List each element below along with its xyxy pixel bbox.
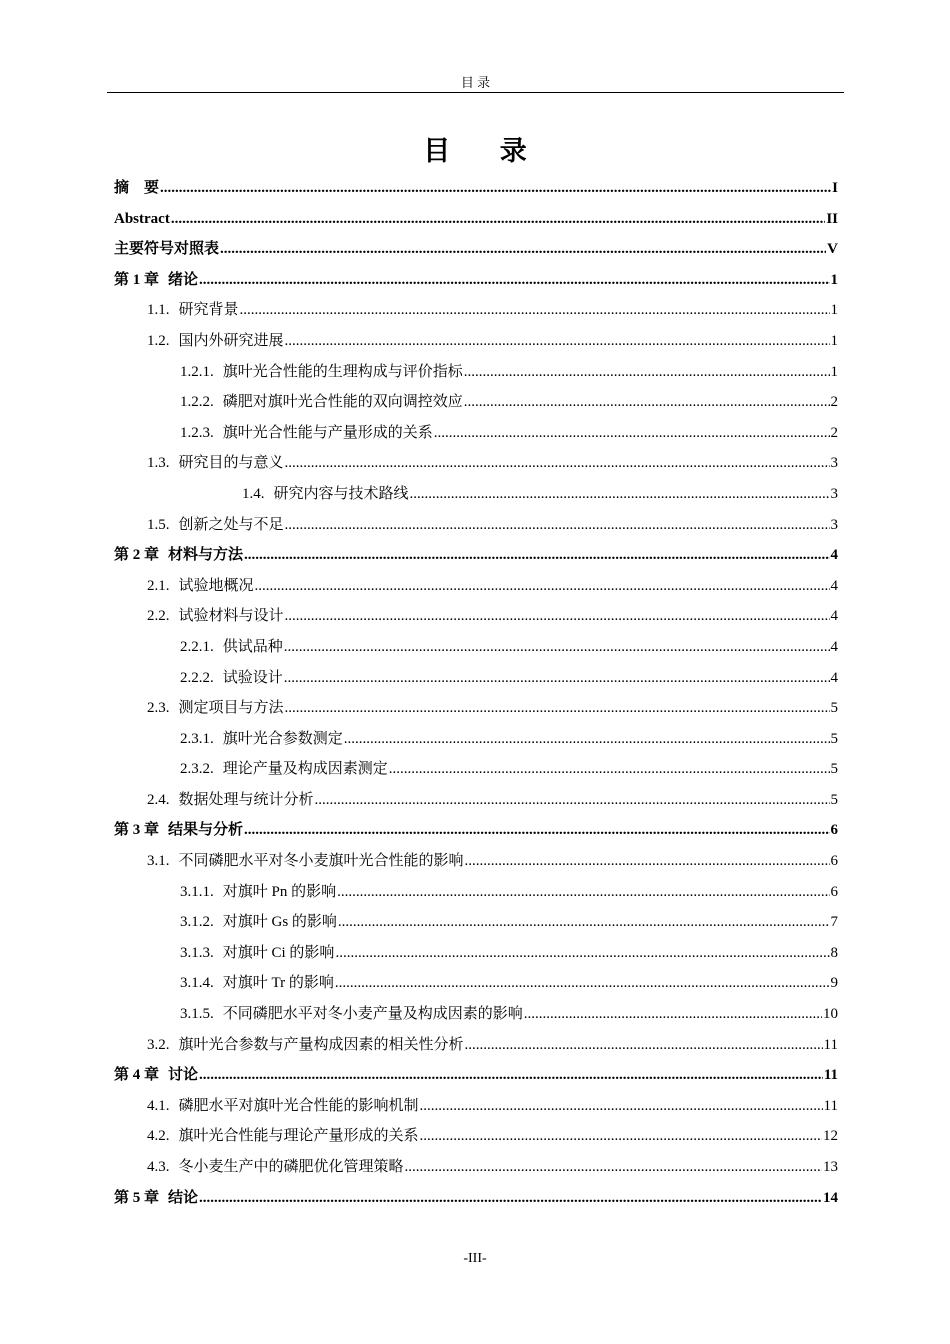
toc-entry-page: 6 bbox=[830, 883, 838, 900]
toc-entry-page: 6 bbox=[830, 822, 838, 839]
dot-leader bbox=[220, 234, 826, 265]
toc-entry[interactable] bbox=[114, 234, 838, 265]
toc-entry-label: 试验地概况 bbox=[178, 577, 254, 594]
toc-entry-number: 4.3. bbox=[147, 1159, 170, 1175]
toc-entry-number: 2.4. bbox=[147, 791, 170, 808]
toc-entry-label: 测定项目与方法 bbox=[178, 700, 284, 717]
toc-entry-page: 8 bbox=[830, 944, 838, 961]
dot-leader bbox=[405, 1152, 822, 1183]
toc-entry-page: 9 bbox=[830, 975, 838, 992]
toc-entry-label: 绪论 bbox=[168, 271, 199, 288]
toc-entry-label: 供试品种 bbox=[222, 638, 283, 655]
header-rule bbox=[107, 92, 844, 93]
toc-entry[interactable] bbox=[114, 1121, 838, 1152]
toc-entry[interactable] bbox=[114, 846, 838, 877]
toc-entry-page: 1 bbox=[830, 302, 838, 319]
toc-entry[interactable] bbox=[114, 663, 838, 694]
toc-entry-label: 试验材料与设计 bbox=[178, 608, 284, 625]
dot-leader bbox=[465, 846, 830, 877]
toc-entry-number: 第 5 章 bbox=[114, 1189, 160, 1206]
toc-entry-number: 2.3.2. bbox=[180, 761, 214, 778]
toc-entry[interactable] bbox=[114, 1152, 838, 1183]
toc-entry[interactable] bbox=[114, 418, 838, 449]
toc-entry-number: 3.1.1. bbox=[180, 883, 214, 900]
toc-entry-page: 11 bbox=[823, 1067, 838, 1084]
toc-entry-label: 旗叶光合性能与产量形成的关系 bbox=[222, 424, 433, 441]
toc-entry[interactable] bbox=[114, 815, 838, 846]
toc-entry-label: 对旗叶 Gs 的影响 bbox=[222, 914, 337, 931]
toc-entry-page: 7 bbox=[830, 914, 838, 931]
toc-entry-page: 3 bbox=[830, 516, 838, 533]
dot-leader bbox=[344, 724, 830, 755]
toc-entry-label: 研究目的与意义 bbox=[178, 455, 284, 472]
dot-leader bbox=[335, 938, 829, 969]
toc-entry-number: 1.1. bbox=[147, 302, 170, 319]
toc-entry-number: 3.1.3. bbox=[180, 944, 214, 961]
toc-entry-label: 结果与分析 bbox=[168, 822, 244, 839]
dot-leader bbox=[524, 999, 822, 1030]
dot-leader bbox=[284, 663, 830, 694]
toc-entry-page: 1 bbox=[830, 332, 838, 349]
toc-entry-page: I bbox=[832, 180, 838, 196]
toc-entry-label: 不同磷肥水平对冬小麦产量及构成因素的影响 bbox=[222, 1006, 523, 1023]
dot-leader bbox=[315, 785, 830, 816]
toc-entry-page: II bbox=[826, 210, 838, 227]
toc-entry[interactable] bbox=[114, 295, 838, 326]
toc-entry-label: 旗叶光合参数测定 bbox=[222, 730, 343, 747]
dot-leader bbox=[160, 173, 831, 204]
toc-entry-page: V bbox=[827, 241, 838, 258]
toc-entry-number: 1.4. bbox=[242, 485, 265, 502]
dot-leader bbox=[199, 265, 829, 296]
toc-entry-number: 3.1.5. bbox=[180, 1006, 214, 1023]
toc-entry-number: 3.1. bbox=[147, 853, 170, 870]
dot-leader bbox=[464, 387, 830, 418]
toc-entry-page: 3 bbox=[830, 485, 838, 502]
dot-leader bbox=[285, 448, 830, 479]
toc-entry-label: 旗叶光合性能与理论产量形成的关系 bbox=[178, 1128, 419, 1145]
toc-entry[interactable] bbox=[114, 571, 838, 602]
toc-entry-number: 3.1.4. bbox=[180, 975, 214, 992]
table-of-contents bbox=[114, 173, 838, 1213]
toc-entry-page: 2 bbox=[830, 394, 838, 411]
toc-entry-page: 5 bbox=[830, 761, 838, 778]
toc-entry-label: 材料与方法 bbox=[168, 547, 244, 564]
toc-entry-page: 4 bbox=[830, 577, 838, 594]
toc-entry[interactable] bbox=[114, 693, 838, 724]
toc-entry[interactable] bbox=[114, 448, 838, 479]
toc-entry[interactable] bbox=[114, 204, 838, 235]
toc-entry[interactable] bbox=[114, 785, 838, 816]
toc-entry-label: 磷肥水平对旗叶光合性能的影响机制 bbox=[178, 1097, 419, 1114]
toc-entry-label: 研究背景 bbox=[178, 302, 239, 319]
toc-entry-label: 数据处理与统计分析 bbox=[178, 791, 314, 808]
dot-leader bbox=[285, 326, 830, 357]
toc-entry-label: 旗叶光合性能的生理构成与评价指标 bbox=[222, 363, 463, 380]
dot-leader bbox=[465, 1030, 823, 1061]
toc-entry-page: 4 bbox=[830, 669, 838, 686]
toc-entry[interactable] bbox=[114, 1030, 838, 1061]
dot-leader bbox=[171, 204, 825, 235]
toc-entry-page: 3 bbox=[830, 455, 838, 472]
toc-entry-page: 6 bbox=[830, 853, 838, 870]
toc-entry-label: 对旗叶 Ci 的影响 bbox=[222, 944, 335, 961]
toc-entry[interactable] bbox=[114, 173, 838, 204]
toc-entry-label: 结论 bbox=[168, 1189, 199, 1206]
toc-entry-label: 摘 要 bbox=[114, 180, 160, 196]
toc-entry-number: 3.1.2. bbox=[180, 914, 214, 931]
toc-entry-number: 2.3.1. bbox=[180, 730, 214, 747]
toc-entry-number: 2.2.1. bbox=[180, 638, 214, 655]
toc-entry-page: 4 bbox=[830, 638, 838, 655]
toc-entry[interactable] bbox=[114, 968, 838, 999]
toc-entry-label: Abstract bbox=[114, 210, 170, 227]
toc-entry-number: 2.3. bbox=[147, 700, 170, 717]
page-title: 目 录 bbox=[423, 136, 547, 167]
toc-entry-page: 5 bbox=[830, 730, 838, 747]
toc-entry-number: 3.2. bbox=[147, 1036, 170, 1053]
toc-entry-label: 理论产量及构成因素测定 bbox=[222, 761, 388, 778]
dot-leader bbox=[285, 693, 830, 724]
toc-entry-page: 11 bbox=[823, 1036, 838, 1053]
dot-leader bbox=[464, 357, 830, 388]
toc-entry[interactable] bbox=[114, 510, 838, 541]
dot-leader bbox=[284, 632, 830, 663]
toc-entry-label: 磷肥对旗叶光合性能的双向调控效应 bbox=[222, 394, 463, 411]
toc-entry-page: 10 bbox=[823, 1006, 838, 1023]
toc-entry-page: 2 bbox=[830, 424, 838, 441]
toc-entry[interactable] bbox=[114, 724, 838, 755]
toc-entry[interactable] bbox=[114, 632, 838, 663]
toc-entry-label: 主要符号对照表 bbox=[114, 241, 220, 258]
toc-entry-label: 不同磷肥水平对冬小麦旗叶光合性能的影响 bbox=[178, 853, 464, 870]
toc-entry[interactable] bbox=[114, 938, 838, 969]
toc-entry-number: 1.2.3. bbox=[180, 424, 214, 441]
toc-entry-number: 2.2.2. bbox=[180, 669, 214, 686]
toc-entry[interactable] bbox=[114, 326, 838, 357]
dot-leader bbox=[420, 1091, 823, 1122]
toc-entry-number: 2.2. bbox=[147, 608, 170, 625]
toc-entry[interactable] bbox=[114, 1183, 838, 1214]
toc-entry-number: 第 3 章 bbox=[114, 822, 160, 839]
toc-entry[interactable] bbox=[114, 357, 838, 388]
toc-entry-page: 11 bbox=[823, 1097, 838, 1114]
dot-leader bbox=[338, 907, 830, 938]
toc-entry-page: 14 bbox=[823, 1189, 838, 1206]
toc-entry-number: 1.2.1. bbox=[180, 363, 214, 380]
toc-entry[interactable] bbox=[114, 387, 838, 418]
dot-leader bbox=[410, 479, 830, 510]
dot-leader bbox=[434, 418, 830, 449]
dot-leader bbox=[255, 571, 830, 602]
toc-entry[interactable] bbox=[114, 265, 838, 296]
dot-leader bbox=[244, 815, 829, 846]
toc-entry[interactable] bbox=[114, 754, 838, 785]
toc-entry-page: 4 bbox=[830, 547, 838, 564]
dot-leader bbox=[285, 601, 830, 632]
toc-entry-number: 第 4 章 bbox=[114, 1067, 160, 1084]
dot-leader bbox=[389, 754, 830, 785]
toc-entry-page: 1 bbox=[830, 363, 838, 380]
dot-leader bbox=[335, 968, 830, 999]
toc-entry-number: 4.1. bbox=[147, 1097, 170, 1114]
page-number: -III- bbox=[463, 1251, 487, 1266]
toc-entry-label: 对旗叶 Pn 的影响 bbox=[222, 883, 337, 900]
toc-entry-label: 研究内容与技术路线 bbox=[273, 485, 409, 502]
toc-entry-label: 对旗叶 Tr 的影响 bbox=[222, 975, 334, 992]
toc-entry-number: 1.5. bbox=[147, 516, 170, 533]
toc-entry-number: 1.3. bbox=[147, 455, 170, 472]
toc-entry-page: 4 bbox=[830, 608, 838, 625]
toc-entry[interactable] bbox=[114, 1060, 838, 1091]
toc-entry-number: 第 2 章 bbox=[114, 547, 160, 564]
toc-entry-label: 创新之处与不足 bbox=[178, 516, 284, 533]
running-header: 目 录 bbox=[460, 75, 491, 90]
toc-entry-number: 2.1. bbox=[147, 577, 170, 594]
dot-leader bbox=[337, 877, 829, 908]
toc-entry-page: 12 bbox=[823, 1128, 838, 1145]
dot-leader bbox=[244, 540, 829, 571]
toc-entry-page: 5 bbox=[830, 791, 838, 808]
toc-entry-label: 冬小麦生产中的磷肥优化管理策略 bbox=[178, 1159, 404, 1175]
toc-entry-number: 4.2. bbox=[147, 1128, 170, 1145]
toc-entry[interactable] bbox=[114, 999, 838, 1030]
toc-entry-label: 讨论 bbox=[168, 1067, 199, 1084]
toc-entry-number: 第 1 章 bbox=[114, 271, 160, 288]
dot-leader bbox=[420, 1121, 822, 1152]
dot-leader bbox=[285, 510, 830, 541]
dot-leader bbox=[199, 1060, 823, 1091]
toc-entry-page: 13 bbox=[823, 1159, 838, 1175]
toc-entry[interactable] bbox=[114, 479, 838, 510]
toc-entry[interactable] bbox=[114, 601, 838, 632]
toc-entry[interactable] bbox=[114, 877, 838, 908]
toc-entry-number: 1.2. bbox=[147, 332, 170, 349]
dot-leader bbox=[240, 295, 830, 326]
toc-entry-label: 国内外研究进展 bbox=[178, 332, 284, 349]
toc-entry[interactable] bbox=[114, 540, 838, 571]
toc-entry-number: 1.2.2. bbox=[180, 394, 214, 411]
toc-entry-label: 试验设计 bbox=[222, 669, 283, 686]
dot-leader bbox=[199, 1183, 822, 1214]
toc-entry-label: 旗叶光合参数与产量构成因素的相关性分析 bbox=[178, 1036, 464, 1053]
toc-entry[interactable] bbox=[114, 1091, 838, 1122]
toc-entry[interactable] bbox=[114, 907, 838, 938]
toc-entry-page: 1 bbox=[830, 271, 838, 288]
toc-entry-page: 5 bbox=[830, 700, 838, 717]
